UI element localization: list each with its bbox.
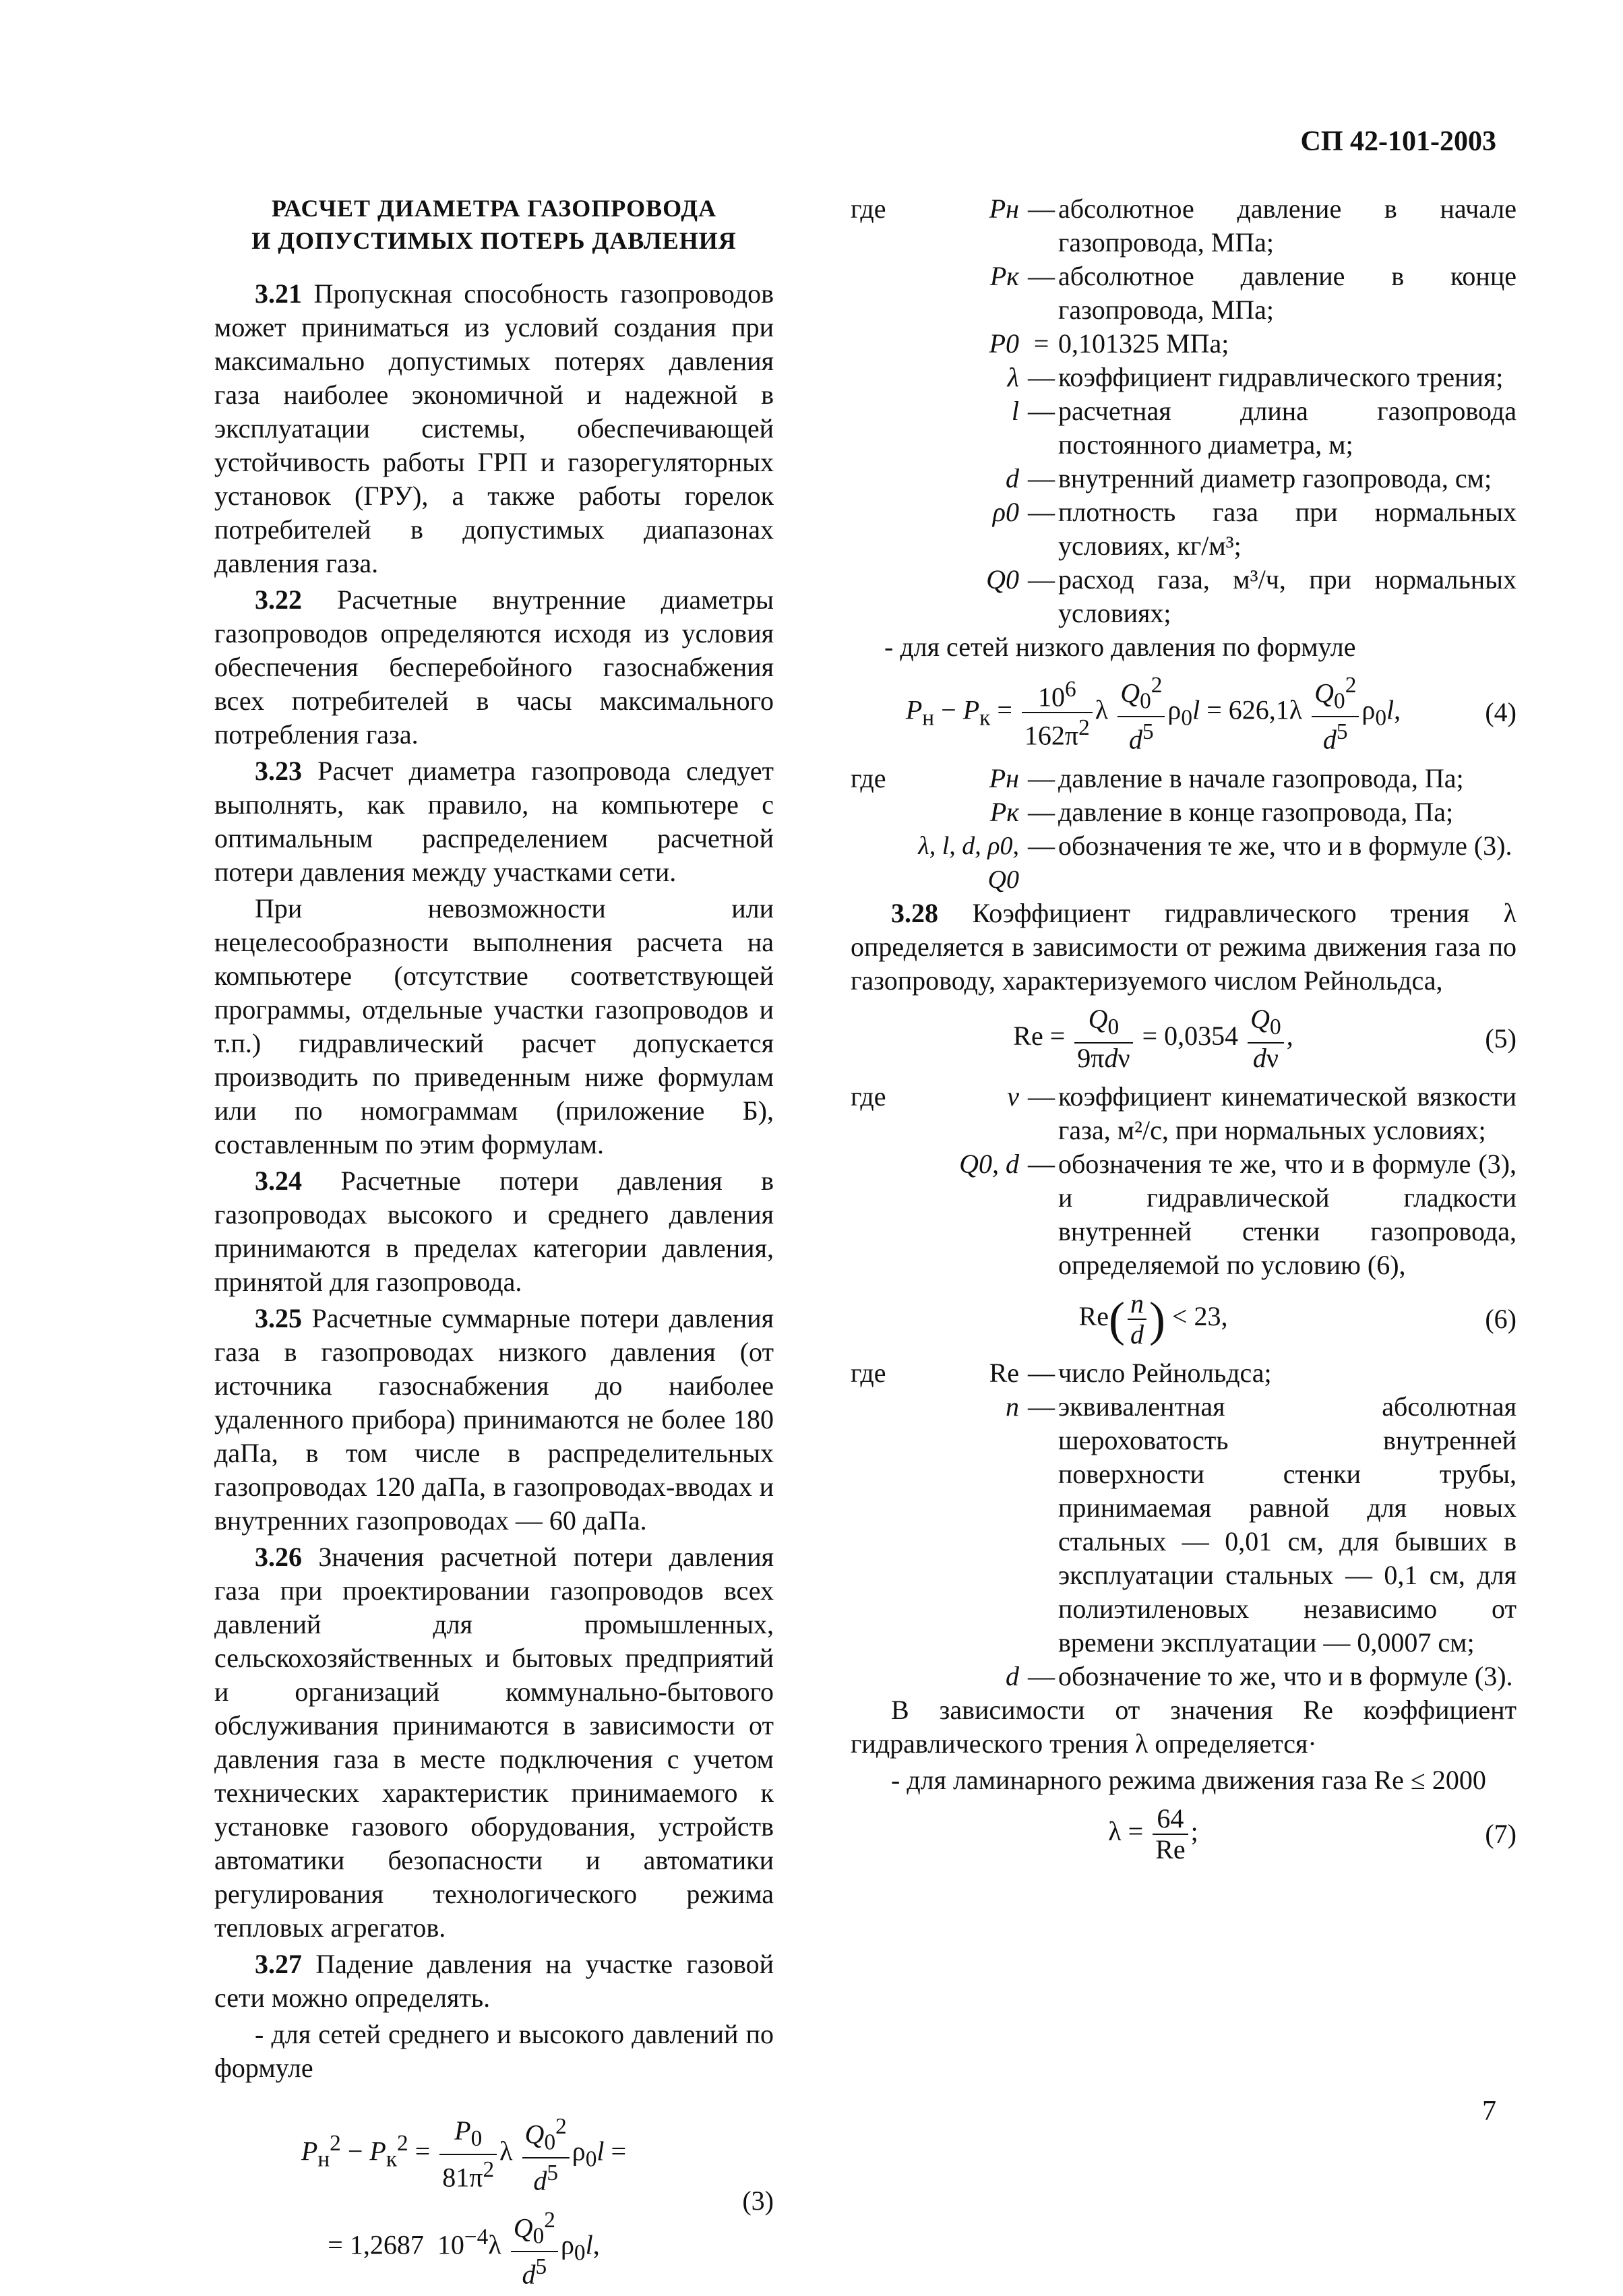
formula-3: $P_н^2 - P_к^2$ = $\frac{P_0}{81\pi^2}$ λ $\frac{Q_0^2}{d^5}$ $\rho_0l$ = = 1,2687 $10^{-4}\lambda$ $\frac{Q_0^2}{d^5}$ $\rho_0l$, (3) <box>214 2112 774 2289</box>
paragraph-3-25: 3.25 Расчетные суммарные потери давления газа в газопроводах низкого давления (от источника газоснабжения до наиболее удаленного прибора) принимаются не более 180 даПа, в том числе в распределительных газопроводах 120 даПа, в газопроводах-вводах и внутренних газопроводах — 60 даПа. <box>214 1303 774 1536</box>
formula-7-number: (7) <box>1485 1818 1517 1849</box>
formula-5-number: (5) <box>1485 1023 1517 1054</box>
formula-6: Re( $\frac{n}{d}$ ) < 23, (6) <box>1078 1288 1517 1350</box>
formula-7: λ = $\frac{64}{Re}$ ; (7) <box>1108 1803 1517 1865</box>
formula-4-number: (4) <box>1485 697 1517 728</box>
formula-5: Re = $\frac{Q_0}{\text{9πdν}}$ = 0,0354 $\frac{Q_0}{d\nu}$ , (5) <box>1013 1003 1517 1073</box>
laminar-intro: - для ламинарного режима движения газа Re ≤ 2000 <box>891 1764 1486 1795</box>
formula-4: $P_н - P_к$ = $\frac{10^6}{162\pi^2}$ λ $\frac{Q_0^2}{d^5}$ $\rho_0l = 626,1\lambda$ $\frac{Q_0^2}{d^5}$ $\rho_0l$, (4) <box>851 671 1517 755</box>
paragraph-3-23-b: При невозможности или нецелесообразности выполнения расчета на компьютере (отсутствие соответствующей программы, отдельные участки газопроводов и т.п.) гидравлический расчет допускается производить по приведенным ниже формулам или по номограммам (приложение Б), составленным по этим формулам. <box>214 893 774 1159</box>
re-dependence-text: В зависимости от значения Re коэффициент гидравлического трения λ определяется· <box>851 1694 1517 1759</box>
formula-3-number: (3) <box>742 2185 774 2216</box>
right-column <box>851 192 1517 1871</box>
paragraph-3-23: 3.23 Расчет диаметра газопровода следует выполнять, как правило, на компьютере с оптимальным распределением расчетной потери давления между участками сети. <box>214 756 774 887</box>
paragraph-3-27-b: - для сетей среднего и высокого давлений по формуле <box>214 2019 774 2083</box>
section-heading: РАСЧЕТ ДИАМЕТРА ГАЗОПРОВОДА И ДОПУСТИМЫХ ПОТЕРЬ ДАВЛЕНИЯ <box>251 195 737 254</box>
formula-6-number: (6) <box>1485 1303 1517 1334</box>
definitions-formula-5: где ν — коэффициент кинематической вязкости газа, м²/с, при нормальных условиях; Q0, d — обозначения те же, что и в формуле (3), и гидравлической гладкости внутренней стенки газопровода, определяемой по условию (6), <box>851 1081 1517 1280</box>
paragraph-3-27: 3.27 Падение давления на участке газовой сети можно определять. <box>214 1949 774 2013</box>
page-number: 7 <box>1482 2096 1496 2127</box>
definitions-formula-6: где Re — число Рейнольдса; n — эквивалентная абсолютная шероховатость внутренней поверхности стенки трубы, принимаемая равной для новых стальных — 0,01 см, для бывших в эксплуатации стальных — 0,1 см, для полиэтиленовых независимо от времени эксплуатации — 0,0007 см; d — обозначение то же, что и в формуле (3). <box>851 1357 1517 1691</box>
left-column <box>214 192 774 2296</box>
paragraph-3-21: 3.21 Пропускная способность газопроводов может приниматься из условий создания при максимально допустимых потерях давления газа наиболее экономичной и надежной в эксплуатации системы, обеспечивающей устойчивость работы ГРП и газорегуляторных установок (ГРУ), а также работы горелок потребителей в допустимых диапазонах давления газа. <box>214 278 774 578</box>
paragraph-3-26: 3.26 Значения расчетной потери давления газа при проектировании газопроводов всех давлений для промышленных, сельскохозяйственных и бытовых предприятий и организаций коммунально-бытового обслуживания принимаются в зависимости от давления газа в месте подключения с учетом технических характеристик принимаемого к установке газового оборудования, устройств автоматики безопасности и автоматики регулирования технологического режима тепловых агрегатов. <box>214 1542 774 1943</box>
paragraph-3-28: 3.28 Коэффициент гидравлического трения λ определяется в зависимости от режима движения газа по газопроводу, характеризуемого числом Рейнольдса, <box>851 897 1517 996</box>
low-pressure-intro: - для сетей низкого давления по формуле <box>884 632 1356 662</box>
paragraph-3-24: 3.24 Расчетные потери давления в газопроводах высокого и среднего давления принимаются в пределах категории давления, принятой для газопровода. <box>214 1166 774 1297</box>
definitions-formula-4: где Pн — давление в начале газопровода, Па; Pк — давление в конце газопровода, Па; λ, l, d, ρ0, Q0 — обозначения те же, что и в формуле (3). <box>851 762 1512 894</box>
document-code: СП 42-101-2003 <box>1300 126 1496 157</box>
paragraph-3-22: 3.22 Расчетные внутренние диаметры газопроводов определяются исходя из условия обеспечения бесперебойного газоснабжения всех потребителей в часы максимального потребления газа. <box>214 584 774 750</box>
definitions-formula-3: где Pн — абсолютное давление в начале газопровода, МПа; Pк — абсолютное давление в конце газопровода, МПа; P0 = 0,101325 МПа; λ — коэффициент гидравлического трения; l — расчетная длина газопровода постоянного диаметра, м; d — внутренний диаметр газопровода, см; ρ0 — плотность газа при нормальных условиях, кг/м³; Q0 — расход газа, м³/ч, при нормальных условиях; <box>851 193 1517 628</box>
